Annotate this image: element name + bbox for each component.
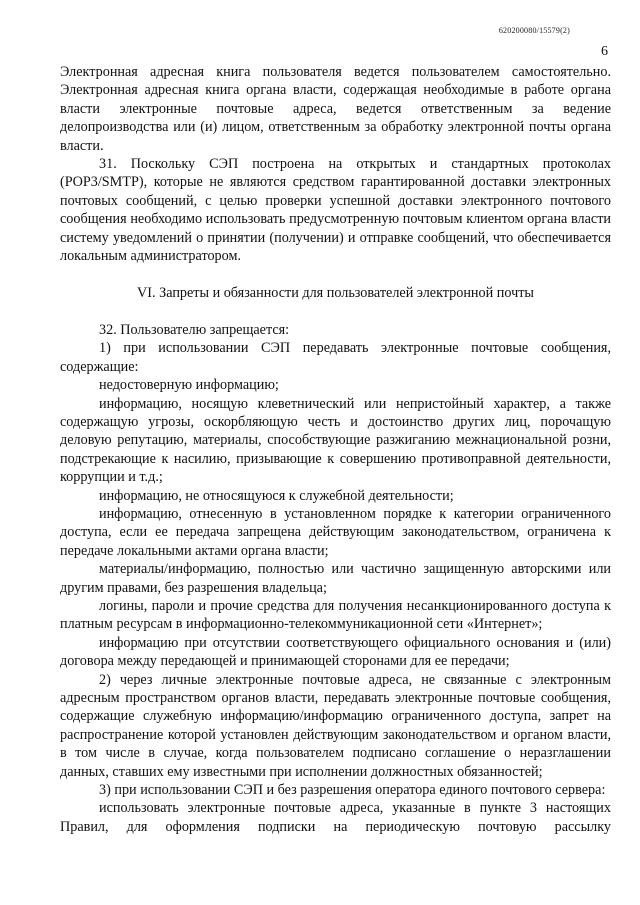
document-number: 620200080/15579(2) [498,26,570,35]
list-subitem: информацию, не относящуюся к служебной деятельности; [99,487,454,504]
list-subitem: информацию, носящую клеветнический или непристойный характер, а также содержащую угрозы, оскорбляющую честь и достоинство других лиц, порочащую деловую репутацию, материалы, способствующие разжиганию межнациональной розни, подстрекающие к насилию, призывающие к совершению противоправной деятельности, коррупции и т.д.; [60,395,611,486]
list-item-1: 1) при использовании СЭП передавать электронные почтовые сообщения, содержащие: [60,340,611,375]
list-item-2: 2) через личные электронные почтовые адреса, не связанные с электронным адресным пространством органов власти, передавать электронные почтовые сообщения, содержащие служебную информацию/информацию ограниченного доступа, запрет на распространение которой установлен действующим законодательством и органом власти, в том числе в случае, когда пользователем подписано соглашение о неразглашении данных, ставших ему известными при исполнении должностных обязанностей; [60,671,611,780]
list-subitem: использовать электронные почтовые адреса, указанные в пункте 3 настоящих Правил, для оформления подписки на периодическую почтовую рассылку [60,800,611,835]
list-subitem: логины, пароли и прочие средства для получения несанкционированного доступа к платным ресурсам в информационно-телекоммуникационной сети «Интернет»; [60,597,611,633]
paragraph-31: 31. Поскольку СЭП построена на открытых и стандартных протоколах (POP3/SMTP), которые не являются средством гарантированной доставки электронных почтовых сообщений, с целью проверки успешной доставки электронного почтового сообщения необходимо использовать предусмотренную почтовым клиентом органа власти систему уведомлений о принятии (получении) и отправке сообщений, что обеспечивается локальным администратором. [60,156,611,265]
paragraph-32: 32. Пользователю запрещается: [99,321,290,338]
section-heading: VI. Запреты и обязанности для пользователей электронной почты [137,285,534,302]
list-item-3: 3) при использовании СЭП и без разрешения оператора единого почтового сервера: [99,782,606,799]
list-subitem: информацию, отнесенную в установленном порядке к категории ограниченного доступа, если ее передача запрещена действующим законодательством, ограничена к передаче локальными актами органа власти; [60,505,611,559]
paragraph-address-book: Электронная адресная книга пользователя ведется пользователем самостоятельно. Электронная адресная книга органа власти, содержащая необходимые в работе органа власти электронные почтовые адреса, ведется ответственным за ведение делопроизводства или (и) лицом, ответственным за обработку электронной почты органа власти. [60,64,611,154]
document-body [60,63,611,836]
list-subitem: недостоверную информацию; [99,377,279,394]
list-subitem: материалы/информацию, полностью или частично защищенную авторскими или другим правами, без разрешения владельца; [60,561,611,596]
list-subitem: информацию при отсутствии соответствующего официального основания и (или) договора между передающей и принимающей сторонами для ее передачи; [60,634,611,670]
page-number: 6 [601,44,608,59]
